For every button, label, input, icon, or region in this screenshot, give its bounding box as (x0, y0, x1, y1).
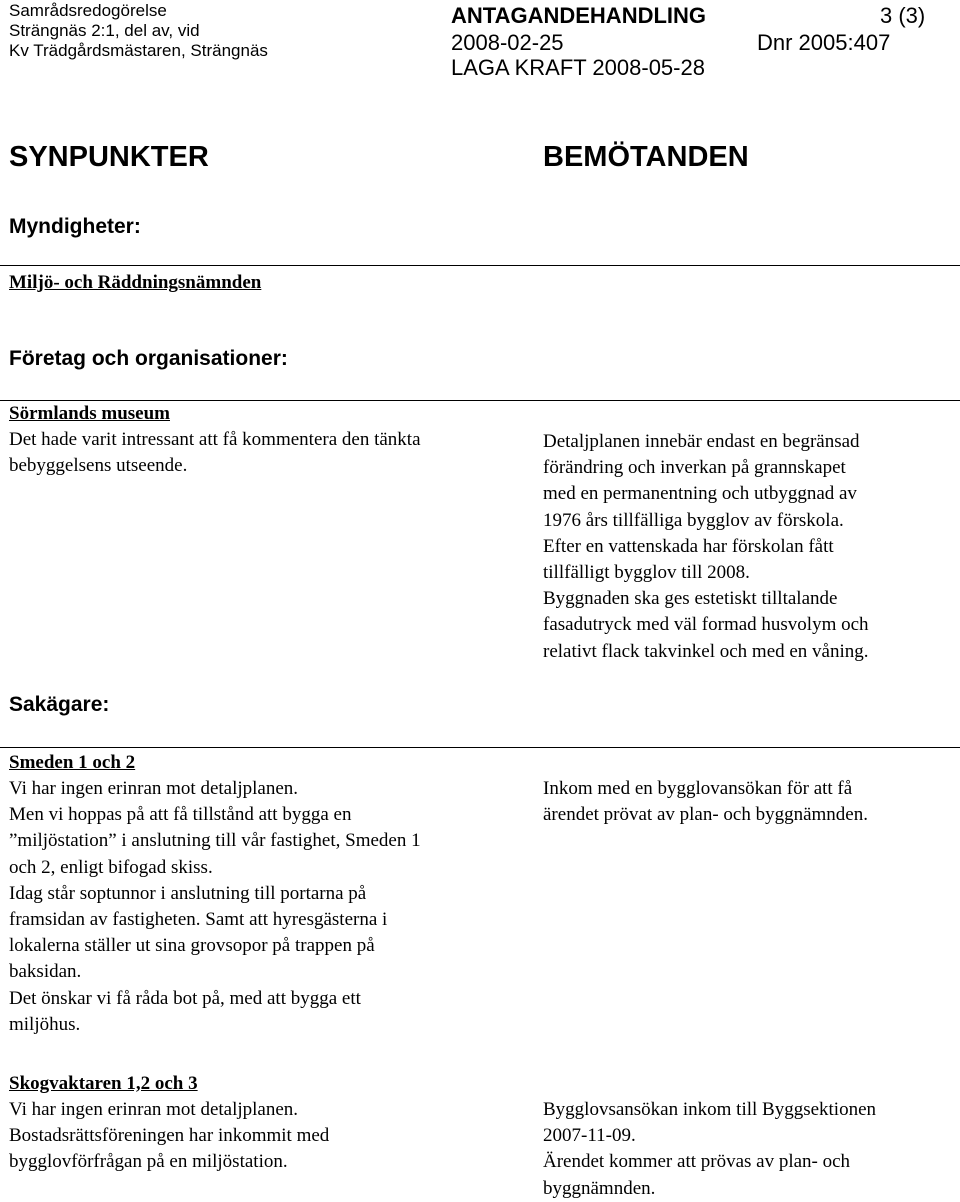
reply-skogvaktaren (543, 1097, 876, 1202)
reply-line: Efter en vattenskada har förskolan fått (543, 535, 834, 557)
divider (0, 747, 960, 748)
divider (0, 265, 960, 266)
reply-line: 1976 års tillfälliga bygglov av förskola. (543, 509, 844, 531)
text-line: Det önskar vi få råda bot på, med att bygga ett (9, 987, 361, 1009)
entry-text-skogvaktaren (9, 1097, 329, 1176)
text-line: Vi har ingen erinran mot detaljplanen. (9, 1099, 299, 1120)
text-line: lokalerna ställer ut sina grovsopor på trappen på (9, 935, 375, 957)
reply-smeden (543, 776, 868, 828)
section-myndigheter: Myndigheter: (9, 215, 141, 238)
entry-text-museum (9, 427, 421, 479)
text-line: bebyggelsens utseende. (9, 455, 188, 477)
header-title: ANTAGANDEHANDLING (451, 3, 707, 28)
header-left (9, 1, 268, 61)
entry-title-smeden: Smeden 1 och 2 (9, 752, 136, 773)
reply-museum (543, 429, 869, 665)
reply-line: Detaljplanen innebär endast en begränsad (543, 431, 860, 452)
reply-line: Inkom med en bygglovansökan för att få (543, 778, 853, 799)
reply-line: fasadutryck med väl formad husvolym och (543, 614, 869, 636)
text-line: framsidan av fastigheten. Samt att hyresgästerna i (9, 909, 388, 931)
text-line: Idag står soptunnor i anslutning till portarna på (9, 882, 367, 904)
entry-title-miljo: Miljö- och Räddningsnämnden (9, 272, 262, 293)
header-document-type: Samrådsredogörelse (9, 1, 167, 20)
column-heading-bemotanden: BEMÖTANDEN (543, 141, 749, 173)
header-date: 2008-02-25 (451, 30, 564, 55)
reply-line: ärendet prövat av plan- och byggnämnden. (543, 804, 868, 826)
page-number: 3 (3) (880, 3, 926, 28)
reply-line: förändring och inverkan på grannskapet (543, 457, 846, 479)
entry-text-smeden (9, 776, 421, 1038)
header-laga-kraft: LAGA KRAFT 2008-05-28 (451, 55, 705, 80)
column-heading-synpunkter: SYNPUNKTER (9, 141, 209, 173)
reply-line: Bygglovsansökan inkom till Byggsektionen (543, 1099, 877, 1120)
header-block: Kv Trädgårdsmästaren, Strängnäs (9, 41, 268, 60)
text-line: Men vi hoppas på att få tillstånd att bygga en (9, 804, 352, 826)
entry-title-museum: Sörmlands museum (9, 403, 170, 424)
text-line: ”miljöstation” i anslutning till vår fastighet, Smeden 1 (9, 830, 421, 852)
reply-line: Byggnaden ska ges estetiskt tilltalande (543, 588, 838, 610)
entry-title-skogvaktaren: Skogvaktaren 1,2 och 3 (9, 1073, 198, 1094)
text-line: och 2, enligt bifogad skiss. (9, 856, 213, 878)
section-sakagare: Sakägare: (9, 693, 110, 716)
text-line: miljöhus. (9, 1013, 81, 1035)
reply-line: byggnämnden. (543, 1177, 656, 1199)
reply-line: relativt flack takvinkel och med en våning. (543, 640, 869, 662)
text-line: Bostadsrättsföreningen har inkommit med (9, 1125, 330, 1147)
text-line: Vi har ingen erinran mot detaljplanen. (9, 778, 299, 799)
header-dnr: Dnr 2005:407 (757, 30, 891, 55)
reply-line: tillfälligt bygglov till 2008. (543, 562, 750, 584)
reply-line: med en permanentning och utbyggnad av (543, 483, 857, 505)
text-line: Det hade varit intressant att få kommentera den tänkta (9, 429, 421, 450)
reply-line: 2007-11-09. (543, 1125, 636, 1147)
header-property: Strängnäs 2:1, del av, vid (9, 21, 200, 40)
reply-line: Ärendet kommer att prövas av plan- och (543, 1151, 851, 1173)
text-line: baksidan. (9, 961, 82, 983)
section-foretag: Företag och organisationer: (9, 347, 288, 370)
text-line: bygglovförfrågan på en miljöstation. (9, 1151, 288, 1173)
